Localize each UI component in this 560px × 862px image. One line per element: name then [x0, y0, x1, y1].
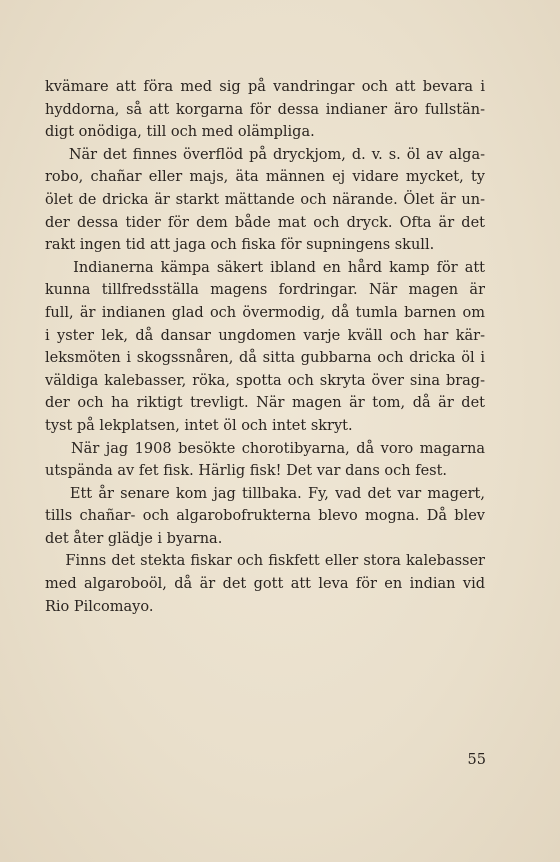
- text-line: der och ha riktigt trevligt. När magen är tom, då är det: [45, 395, 485, 412]
- text-line: med algaroboöl, då är det gott att leva för en indian vid: [45, 576, 485, 593]
- text-line: ölet de dricka är starkt mättande och närande. Ölet är un-: [45, 191, 485, 208]
- text-line: rakt ingen tid att jaga och fiska för supningens skull.: [45, 237, 435, 254]
- text-line: utspända av fet fisk. Härlig fisk! Det var dans och fest.: [45, 463, 448, 480]
- text-line: väldiga kalebasser, röka, spotta och skryta över sina brag-: [45, 372, 485, 389]
- body-text: [45, 76, 485, 618]
- text-line: digt onödiga, till och med olämpliga.: [45, 124, 315, 141]
- text-line: tyst på lekplatsen, intet öl och intet skryt.: [45, 417, 353, 434]
- text-line: Finns det stekta fiskar och fiskfett eller stora kalebasser: [45, 553, 485, 570]
- text-line: När jag 1908 besökte chorotibyarna, då voro magarna: [45, 440, 485, 457]
- page-number: 55: [467, 752, 486, 768]
- text-line: Indianerna kämpa säkert ibland en hård kamp för att: [45, 259, 485, 276]
- text-line: det åter glädje i byarna.: [45, 530, 223, 547]
- text-line: Ett år senare kom jag tillbaka. Fy, vad det var magert,: [45, 485, 485, 502]
- text-line: full, är indianen glad och övermodig, då tumla barnen om: [45, 304, 485, 321]
- text-line: leksmöten i skogssnåren, då sitta gubbarna och dricka öl i: [45, 350, 485, 367]
- text-line: i yster lek, då dansar ungdomen varje kväll och har kär-: [45, 327, 485, 344]
- text-line: robo, chañar eller majs, äta männen ej vidare mycket, ty: [45, 169, 485, 186]
- text-line: kunna tillfredsställa magens fordringar. När magen är: [45, 282, 485, 299]
- text-line: Rio Pilcomayo.: [45, 598, 154, 615]
- text-line: hyddorna, så att korgarna för dessa indianer äro fullstän-: [45, 101, 485, 118]
- text-line: tills chañar- och algarobofrukterna blevo mogna. Då blev: [45, 508, 485, 525]
- text-line: När det finnes överflöd på dryckjom, d. v. s. öl av alga-: [45, 146, 485, 163]
- text-line: der dessa tider för dem både mat och dryck. Ofta är det: [45, 214, 485, 231]
- text-line: kvämare att föra med sig på vandringar och att bevara i: [45, 79, 485, 95]
